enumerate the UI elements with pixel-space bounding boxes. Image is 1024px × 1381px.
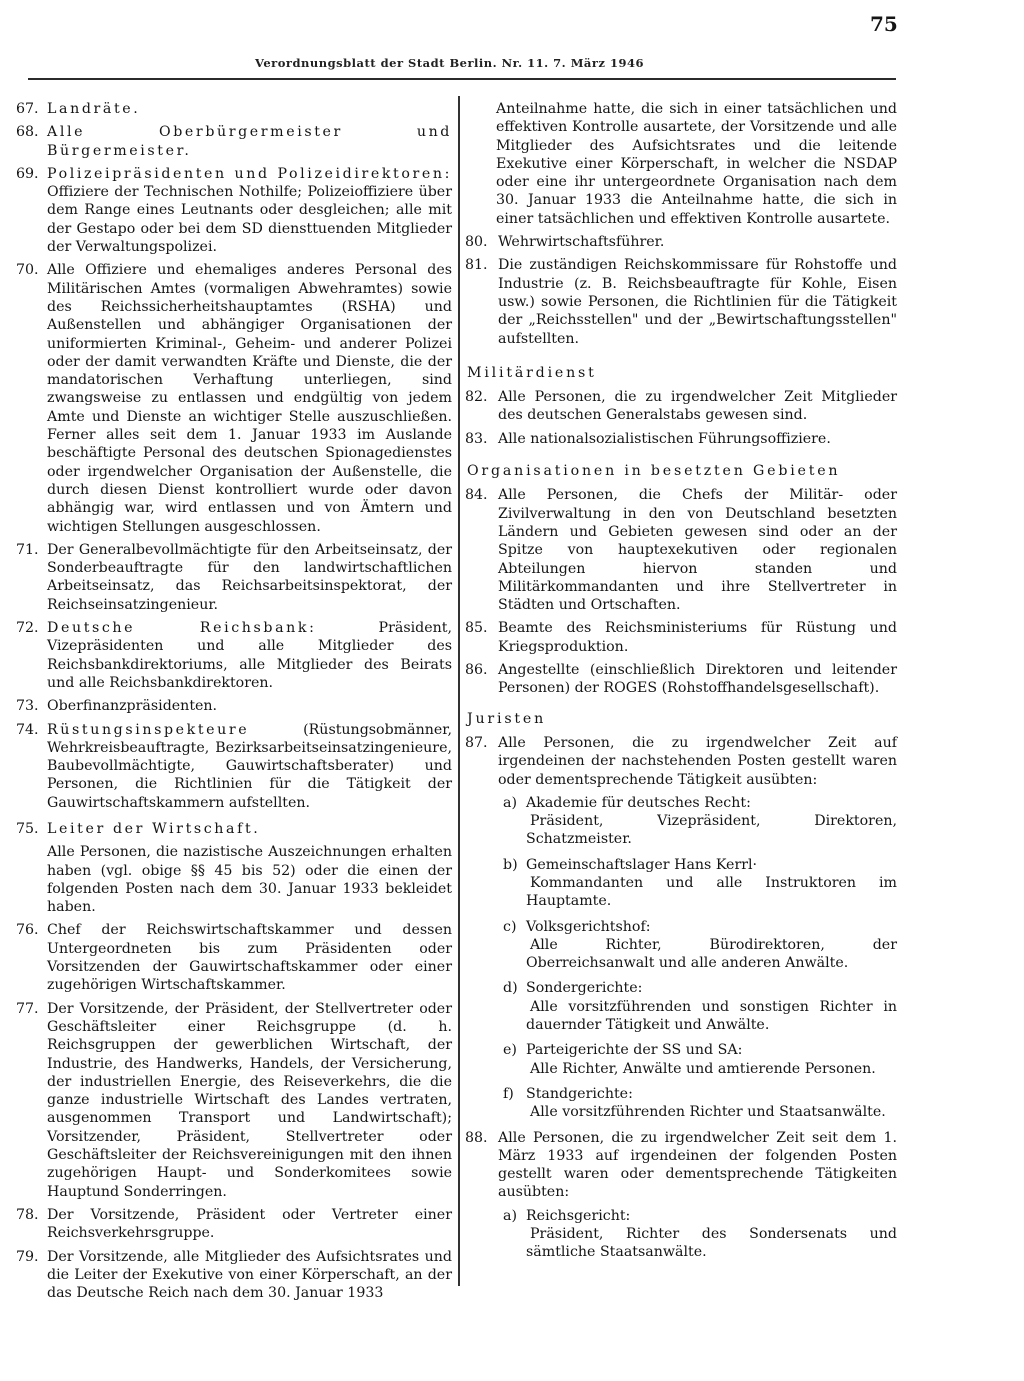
item-number: 86. [465, 662, 488, 679]
sub-title: Reichsgericht: [526, 1207, 631, 1224]
item-number: 76. [16, 922, 39, 939]
list-item-73 [16, 697, 452, 715]
sub-item-87c [465, 918, 897, 973]
item-number: 84. [465, 487, 488, 504]
column-divider [458, 96, 460, 1286]
sub-text: Kommandanten und alle Instruktoren im Hauptamte. [526, 874, 897, 910]
sub-body [526, 979, 897, 1034]
section-heading-organisationen: Organisationen in besetzten Gebieten [467, 463, 841, 480]
paragraph-75: Alle Personen, die nazistische Auszeichnungen erhalten haben (vgl. obige §§ 45 bis 52) oder die einen der folgenden Posten nach dem 30. Januar 1933 bekleidet haben. [47, 844, 452, 916]
item-number: 78. [16, 1206, 39, 1223]
page-number: 75 [870, 12, 898, 36]
right-column [465, 100, 897, 1269]
item-text: Oberfinanzpräsidenten. [47, 698, 218, 715]
list-item-72 [16, 619, 452, 692]
item-number: 81. [465, 257, 488, 274]
item-number: 68. [16, 124, 39, 141]
list-item-78 [16, 1206, 452, 1243]
item-heading: Rüstungsinspekteure [47, 721, 250, 738]
sub-text: Präsident, Richter des Sondersenats und sämtliche Staatsanwälte. [526, 1226, 897, 1261]
list-item-88 [465, 1129, 897, 1202]
sub-text: Alle Richter, Bürodirektoren, der Oberreichsanwalt und alle anderen Anwälte. [526, 936, 897, 972]
list-item-79 [16, 1248, 452, 1303]
item-heading: Polizeipräsidenten und Polizeidirektoren: [47, 165, 452, 182]
sub-item-88a [465, 1207, 897, 1262]
list-item-67 [16, 100, 452, 118]
list-item-87 [465, 734, 897, 789]
item-number: 67. [16, 101, 39, 117]
item-text: Alle Offiziere und ehemaliges anderes Personal des Militärischen Amtes (vormaligen Abwehramtes) sowie des Reichssicherheitshauptamtes (RSHA) und Außenstellen und abhängiger Organisationen der uniformierten Kriminal-, Geheim- und anderer Polizei oder der damit verwandten Kräfte und Dienste, die der mandatorischen Verhaftung unterliegen, sind zwangsweise zu entlassen und endgültig von jedem Amte und Dienste an wichtiger Stelle auszuschließen. Ferner alles seit dem 1. Januar 1933 im Auslande beschäftigte Personal des deutschen Spionagedienstes oder irgendwelcher Organisation der Außenstelle, die durch diesen Dienst kontrolliert wurde oder davon abhängig war, wird entlassen und von Ämtern und wichtigen Stellungen ausgeschlossen. [47, 262, 452, 535]
item-text: Alle Oberbürgermeister und Bürgermeister. [47, 124, 452, 159]
item-text: Der Vorsitzende, der Präsident, der Stellvertreter oder Geschäftsleiter einer Reichsgruppe (d. h. Reichsgruppen der gewerblichen Wirtschaft, der Industrie, des Handwerks, Handels, der Versicherung, der industriellen Energie, des Reiseverkehrs, die die ganze industrielle Wirtschaft des Landes vertraten, ausgenommen Transport und Landwirtschaft); Vorsitzender, Präsident, Stellvertreter oder Geschäftsleiter der Reichsvereinigungen mit den ihnen zugehörigen Haupt- und Sonderkomitees sowie Hauptund Sonderringen. [47, 1000, 452, 1200]
item-text: Offiziere der Technischen Nothilfe; Polizeioffiziere über dem Range eines Leutnants oder desgleichen; alle mit der Gestapo oder bei dem SD diensttuenden Mitglieder der Verwaltungspolizei. [47, 184, 452, 256]
item-heading: Deutsche Reichsbank: [47, 620, 317, 637]
section-heading-juristen: Juristen [467, 710, 547, 727]
sub-item-87d [465, 979, 897, 1034]
item-number: 88. [465, 1129, 488, 1146]
sub-text: Alle vorsitzführenden Richter und Staatsanwälte. [530, 1104, 886, 1121]
item-text: Alle nationalsozialistischen Führungsoffiziere. [498, 430, 831, 447]
sub-label: b) [503, 856, 518, 873]
item-number: 83. [465, 430, 488, 447]
sub-item-87a [465, 794, 897, 849]
item-text: Alle Personen, die zu irgendwelcher Zeit seit dem 1. März 1933 auf irgendeinen der folgenden Posten gestellt waren oder dementsprechende Tätigkeiten ausübten: [498, 1129, 897, 1201]
sub-title: Standgerichte: [526, 1085, 633, 1102]
running-header: Verordnungsblatt der Stadt Berlin. Nr. 11. 7. März 1946 [255, 56, 644, 70]
list-item-82 [465, 388, 897, 425]
item-number: 71. [16, 541, 39, 558]
section-heading-militaerdienst: Militärdienst [467, 364, 597, 381]
sub-body [526, 1041, 897, 1078]
item-text: Landräte. [47, 101, 141, 117]
list-item-71 [16, 541, 452, 614]
item-number: 73. [16, 698, 39, 715]
item-number: 74. [16, 721, 39, 738]
list-item-83 [465, 430, 897, 448]
sub-item-87e [465, 1041, 897, 1078]
sub-body [526, 1085, 897, 1122]
item-number: 69. [16, 165, 39, 182]
item-text: Die zuständigen Reichskommissare für Rohstoffe und Industrie (z. B. Reichsbeauftragte für Kohle, Eisen usw.) sowie Personen, die Richtlinien für die Tätigkeit der „Reichsstellen" und der „Bewirtschaftungsstellen" aufstellten. [498, 257, 897, 347]
sub-label: f) [503, 1085, 514, 1102]
sub-label: e) [503, 1042, 517, 1059]
item-number: 75. [16, 820, 39, 837]
list-item-77 [16, 1000, 452, 1201]
item-text: Präsident, Vizepräsidenten und alle Mitglieder des Reichsbankdirektoriums, alle Mitglieder des Beirats und alle Reichsbankdirektoren. [47, 620, 452, 691]
item-body [47, 721, 452, 812]
list-item-75 [16, 820, 452, 838]
list-item-81 [465, 256, 897, 347]
list-item-80 [465, 233, 897, 251]
sub-label: d) [503, 980, 518, 997]
sub-body [526, 918, 897, 973]
continuation-79: Anteilnahme hatte, die sich in einer tatsächlichen und effektiven Kontrolle ausartete, der Vorsitzende und alle Mitglieder des Aufsichtsrates und die leitende Exekutive einer Körperschaft, in welcher die NSDAP oder eine ihr untergeordnete Organisation nach dem 30. Januar 1933 die Anteilnahme hatte, die sich in einer tatsächlichen und effektiven Kontrolle ausartete. [496, 101, 897, 227]
list-item-74 [16, 721, 452, 812]
sub-title: Parteigerichte der SS und SA: [526, 1042, 743, 1059]
sub-item-87b [465, 856, 897, 911]
sub-label: a) [503, 1207, 517, 1224]
list-item-70 [16, 261, 452, 535]
item-text: Chef der Reichswirtschaftskammer und dessen Untergeordneten bis zum Präsidenten oder Vorsitzenden der Gauwirtschaftskammer oder einer zugehörigen Wirtschaftskammer. [47, 922, 452, 994]
item-number: 79. [16, 1248, 39, 1265]
item-text: Wehrwirtschaftsführer. [498, 234, 665, 251]
sub-body [526, 794, 897, 849]
sub-body [526, 856, 897, 911]
item-text: Alle Personen, die zu irgendwelcher Zeit Mitglieder des deutschen Generalstabs gewesen sind. [498, 389, 897, 424]
sub-text: Alle Richter, Anwälte und amtierende Personen. [530, 1060, 876, 1077]
item-body [47, 165, 452, 256]
item-text: Der Vorsitzende, alle Mitglieder des Aufsichtsrates und die Leiter der Exekutive von einer Körperschaft, an der das Deutsche Reich nach dem 30. Januar 1933 [47, 1248, 452, 1302]
item-text: Beamte des Reichsministeriums für Rüstung und Kriegsproduktion. [498, 620, 897, 655]
item-text: (Rüstungsobmänner, Wehrkreisbeauftragte, Bezirksarbeitseinsatzingenieure, Baubevollmächtigte, Gauwirtschaftsberater) und Personen, die Richtlinien für die Tätigkeit der Gauwirtschaftskammern aufstellten. [47, 721, 452, 811]
item-number: 82. [465, 389, 488, 406]
item-text: Alle Personen, die Chefs der Militär- oder Zivilverwaltung in den von Deutschland besetzten Ländern und Gebieten gewesen sind oder an der Spitze von hauptexekutiven oder regionalen Abteilungen hiervon standen und Militärkommandanten und ihre Stellvertreter in Städten und Ortschaften. [498, 487, 897, 614]
sub-title: Gemeinschaftslager Hans Kerrl· [526, 856, 758, 873]
header-rule [28, 78, 896, 80]
item-body [47, 619, 452, 692]
sub-title: Akademie für deutsches Recht: [526, 794, 751, 811]
item-text: Alle Personen, die zu irgendwelcher Zeit auf irgendeinen der nachstehenden Posten gestellt waren oder dementsprechende Tätigkeit ausübten: [498, 734, 897, 788]
sub-title: Volksgerichtshof: [526, 918, 651, 935]
list-item-86 [465, 661, 897, 698]
item-text: Der Vorsitzende, Präsident oder Vertreter einer Reichsverkehrsgruppe. [47, 1206, 452, 1242]
item-number: 85. [465, 620, 488, 637]
sub-title: Sondergerichte: [526, 980, 643, 997]
left-column [16, 100, 452, 1307]
list-item-84 [465, 486, 897, 614]
sub-label: a) [503, 794, 517, 811]
item-number: 77. [16, 1000, 39, 1017]
list-item-69 [16, 165, 452, 256]
item-number: 80. [465, 234, 488, 251]
item-number: 70. [16, 262, 39, 279]
item-number: 72. [16, 620, 39, 637]
list-item-68 [16, 123, 452, 160]
item-number: 87. [465, 734, 488, 751]
sub-item-87f [465, 1085, 897, 1122]
sub-text: Alle vorsitzführenden und sonstigen Richter in dauernder Tätigkeit und Anwälte. [526, 998, 897, 1034]
list-item-76 [16, 921, 452, 994]
item-heading: Leiter der Wirtschaft. [47, 820, 261, 837]
sub-text: Präsident, Vizepräsident, Direktoren, Schatzmeister. [526, 813, 897, 848]
item-text: Angestellte (einschließlich Direktoren und leitender Personen) der ROGES (Rohstoffhandelsgesellschaft). [498, 662, 897, 697]
sub-body [526, 1207, 897, 1262]
sub-label: c) [503, 918, 517, 935]
item-text: Der Generalbevollmächtigte für den Arbeitseinsatz, der Sonderbeauftragte für den landwirtschaftlichen Arbeitseinsatz, das Reichsarbeitsinspektorat, der Reichseinsatzingenieur. [47, 541, 452, 613]
list-item-85 [465, 619, 897, 656]
